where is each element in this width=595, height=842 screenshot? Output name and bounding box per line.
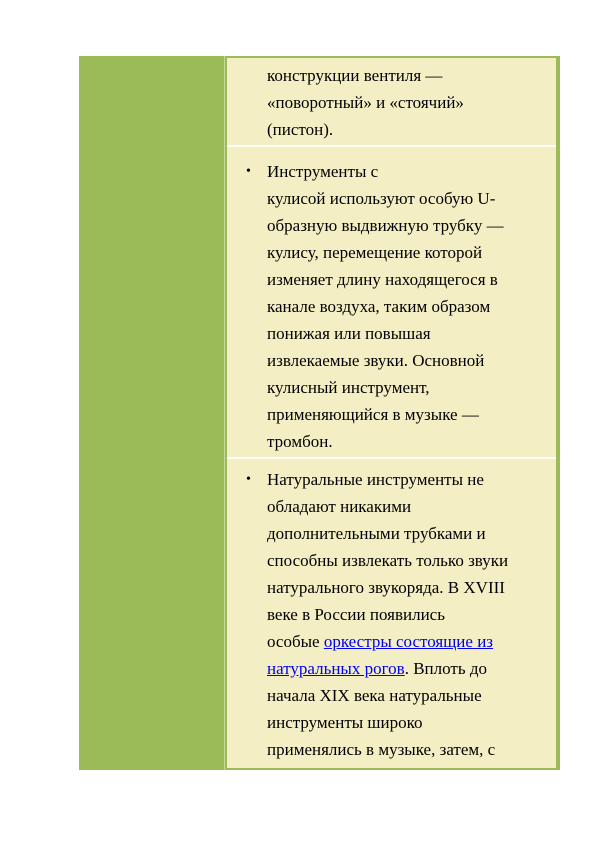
text-line: обладают никакими xyxy=(267,497,412,516)
table-left-column xyxy=(79,56,225,770)
text-line: инструменты широко xyxy=(267,713,423,732)
text-line: изменяет длину находящегося в xyxy=(267,270,498,289)
row-divider xyxy=(227,145,556,147)
natural-horn-orchestra-link[interactable]: оркестры состоящие из xyxy=(323,632,494,651)
text-line: (пистон). xyxy=(267,120,334,139)
content-table xyxy=(79,56,560,770)
text-line: кулисой используют особую U- xyxy=(267,189,496,208)
text-line: способны извлекать только звуки xyxy=(267,551,509,570)
text-line: кулису, перемещение которой xyxy=(267,243,483,262)
paragraph-valve-construction xyxy=(267,62,553,143)
paragraph-natural-instruments xyxy=(267,466,553,763)
text-fragment: особые xyxy=(267,632,324,651)
text-line: дополнительными трубками и xyxy=(267,524,486,543)
bullet-icon: • xyxy=(246,164,251,179)
text-line-with-link xyxy=(267,655,553,682)
table-right-column xyxy=(227,58,556,768)
text-line: натурального звукоряда. В XVIII xyxy=(267,578,505,597)
text-line: конструкции вентиля — xyxy=(267,66,443,85)
text-line-with-link xyxy=(267,628,553,655)
text-line: применяющийся в музыке — xyxy=(267,405,479,424)
text-line: начала XIX века натуральные xyxy=(267,686,482,705)
text-line: «поворотный» и «стоячий» xyxy=(267,93,464,112)
text-fragment: . Вплоть до xyxy=(404,659,487,678)
text-line: канале воздуха, таким образом xyxy=(267,297,491,316)
text-line: применялись в музыке, затем, с xyxy=(267,740,496,759)
text-line: тромбон. xyxy=(267,432,333,451)
text-line: образную выдвижную трубку — xyxy=(267,216,504,235)
paragraph-slide-instruments xyxy=(267,158,553,455)
text-line: веке в России появились xyxy=(267,605,445,624)
natural-horn-orchestra-link-continued[interactable]: натуральных рогов xyxy=(267,659,405,678)
text-line: кулисный инструмент, xyxy=(267,378,430,397)
text-line: Натуральные инструменты не xyxy=(267,470,484,489)
row-divider xyxy=(227,457,556,459)
text-line: понижая или повышая xyxy=(267,324,431,343)
bullet-icon: • xyxy=(246,472,251,487)
text-line: Инструменты с xyxy=(267,162,379,181)
text-line: извлекаемые звуки. Основной xyxy=(267,351,485,370)
